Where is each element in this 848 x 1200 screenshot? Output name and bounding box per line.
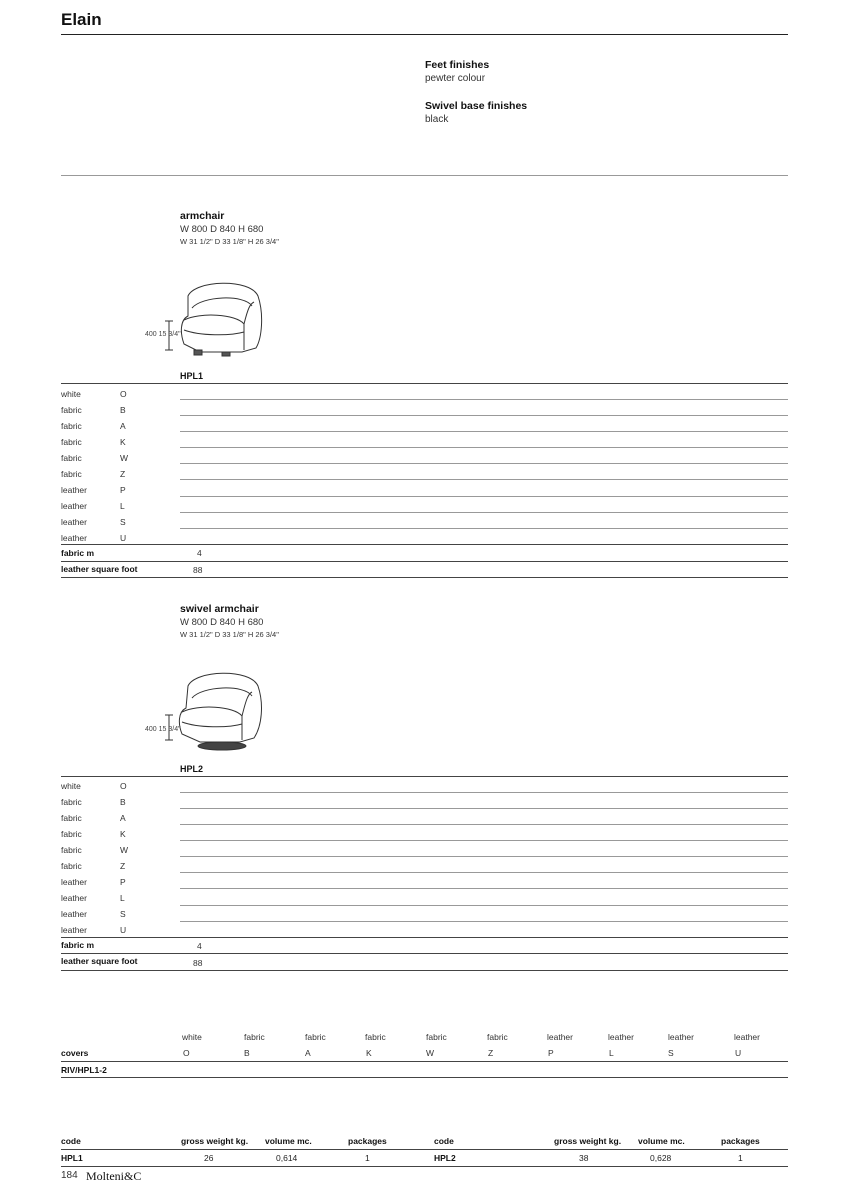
table-row-material: leather xyxy=(61,893,87,903)
leather-sqft-value: 88 xyxy=(193,958,203,968)
section-divider xyxy=(61,175,788,176)
page-number: 184 xyxy=(61,1170,78,1181)
covers-code: RIV/HPL1-2 xyxy=(61,1065,107,1075)
cover-col-material: fabric xyxy=(487,1032,508,1042)
table-row-material: leather xyxy=(61,909,87,919)
row-rule xyxy=(180,921,788,922)
table-row-material: leather xyxy=(61,501,87,511)
table-row-material: leather xyxy=(61,877,87,887)
table-row-material: fabric xyxy=(61,469,82,479)
product-dims-in: W 31 1/2" D 33 1/8" H 26 3/4" xyxy=(180,630,279,639)
row-rule xyxy=(180,840,788,841)
cover-col-material: fabric xyxy=(365,1032,386,1042)
pkg-head-code: code xyxy=(61,1136,81,1146)
cover-col-cat: S xyxy=(668,1048,674,1058)
row-rule xyxy=(180,824,788,825)
table-row-cat: U xyxy=(120,533,127,543)
table-row-material: white xyxy=(61,389,81,399)
table-row-material: fabric xyxy=(61,437,82,447)
pkg-code: HPL2 xyxy=(434,1153,456,1163)
cover-col-cat: U xyxy=(735,1048,742,1058)
table-row-cat: K xyxy=(120,437,126,447)
table-row-cat: O xyxy=(120,781,127,791)
row-rule xyxy=(61,937,788,938)
pkg-volume: 0,614 xyxy=(276,1153,298,1163)
cover-col-material: leather xyxy=(734,1032,760,1042)
row-rule xyxy=(180,888,788,889)
fabric-m-label: fabric m xyxy=(61,940,95,950)
row-rule xyxy=(180,512,788,513)
row-rule xyxy=(180,872,788,873)
cover-col-material: leather xyxy=(608,1032,634,1042)
fabric-m-value: 4 xyxy=(197,548,202,558)
row-rule xyxy=(180,528,788,529)
table-row-material: leather xyxy=(61,925,87,935)
table-top-rule xyxy=(61,383,788,384)
swivel-armchair-drawing xyxy=(140,672,270,754)
table-bottom-rule xyxy=(61,970,788,971)
table-row-material: fabric xyxy=(61,421,82,431)
table-row-cat: S xyxy=(120,909,126,919)
row-rule xyxy=(61,544,788,545)
table-row-cat: W xyxy=(120,453,129,463)
table-row-material: fabric xyxy=(61,829,82,839)
table-row-cat: W xyxy=(120,845,129,855)
cover-col-cat: Z xyxy=(488,1048,494,1058)
row-rule xyxy=(180,496,788,497)
pkg-head-packages: packages xyxy=(721,1136,760,1146)
pkg-head-weight: gross weight kg. xyxy=(181,1136,249,1146)
product-dims-in: W 31 1/2" D 33 1/8" H 26 3/4" xyxy=(180,237,279,246)
leather-sqft-label: leather square foot xyxy=(61,564,138,574)
covers-label: covers xyxy=(61,1048,89,1058)
table-row-cat: Z xyxy=(120,861,126,871)
product-code-hpl2: HPL2 xyxy=(180,764,204,774)
pkg-head-volume: volume mc. xyxy=(265,1136,312,1146)
product-dims-mm: W 800 D 840 H 680 xyxy=(180,617,264,628)
table-row-cat: A xyxy=(120,813,126,823)
cover-col-cat: A xyxy=(305,1048,311,1058)
page-title: Elain xyxy=(61,10,102,29)
cover-col-material: white xyxy=(182,1032,202,1042)
table-row-material: fabric xyxy=(61,797,82,807)
table-row-material: leather xyxy=(61,485,87,495)
table-row-cat: L xyxy=(120,893,125,903)
pkg-head-packages: packages xyxy=(348,1136,387,1146)
row-rule xyxy=(180,905,788,906)
row-rule xyxy=(61,561,788,562)
finish-label-feet: Feet finishes xyxy=(425,59,490,71)
table-row-cat: U xyxy=(120,925,127,935)
table-row-material: leather xyxy=(61,533,87,543)
cover-col-material: leather xyxy=(547,1032,573,1042)
pkg-weight: 26 xyxy=(204,1153,214,1163)
product-name-swivel-armchair: swivel armchair xyxy=(180,603,259,615)
seat-height-note: 400 15 3/4" xyxy=(145,331,181,338)
table-row-cat: P xyxy=(120,485,126,495)
cover-col-cat: K xyxy=(366,1048,372,1058)
pkg-head-weight: gross weight kg. xyxy=(554,1136,622,1146)
cover-col-material: leather xyxy=(668,1032,694,1042)
table-top-rule xyxy=(61,776,788,777)
table-row-material: fabric xyxy=(61,405,82,415)
table-row-cat: L xyxy=(120,501,125,511)
cover-col-cat: W xyxy=(426,1048,435,1058)
table-row-cat: P xyxy=(120,877,126,887)
row-rule xyxy=(180,479,788,480)
pkg-packages: 1 xyxy=(738,1153,743,1163)
row-rule xyxy=(180,463,788,464)
row-rule xyxy=(180,856,788,857)
table-row-cat: A xyxy=(120,421,126,431)
row-rule xyxy=(180,447,788,448)
covers-rule xyxy=(61,1061,788,1062)
product-code-hpl1: HPL1 xyxy=(180,371,204,381)
table-row-material: white xyxy=(61,781,81,791)
armchair-drawing xyxy=(140,278,270,360)
cover-col-cat: L xyxy=(609,1048,614,1058)
table-row-material: fabric xyxy=(61,861,82,871)
cover-col-material: fabric xyxy=(244,1032,265,1042)
title-rule xyxy=(61,34,788,35)
table-row-material: fabric xyxy=(61,813,82,823)
fabric-m-label: fabric m xyxy=(61,548,95,558)
cover-col-cat: B xyxy=(244,1048,250,1058)
finish-value-swivel: black xyxy=(425,114,449,125)
pkg-weight: 38 xyxy=(579,1153,589,1163)
covers-bottom-rule xyxy=(61,1077,788,1078)
leather-sqft-label: leather square foot xyxy=(61,956,138,966)
table-row-cat: B xyxy=(120,405,126,415)
row-rule xyxy=(61,953,788,954)
row-rule xyxy=(180,792,788,793)
table-bottom-rule xyxy=(61,577,788,578)
finish-label-swivel: Swivel base finishes xyxy=(425,100,528,112)
finish-value-feet: pewter colour xyxy=(425,73,486,84)
row-rule xyxy=(180,415,788,416)
pkg-head-code: code xyxy=(434,1136,454,1146)
table-row-cat: Z xyxy=(120,469,126,479)
pkg-rule xyxy=(61,1149,788,1150)
pkg-bottom-rule xyxy=(61,1166,788,1167)
table-row-cat: B xyxy=(120,797,126,807)
cover-col-cat: P xyxy=(548,1048,554,1058)
table-row-material: fabric xyxy=(61,845,82,855)
fabric-m-value: 4 xyxy=(197,941,202,951)
seat-height-note: 400 15 3/4" xyxy=(145,726,181,733)
table-row-cat: O xyxy=(120,389,127,399)
table-row-material: fabric xyxy=(61,453,82,463)
pkg-packages: 1 xyxy=(365,1153,370,1163)
row-rule xyxy=(180,431,788,432)
pkg-code: HPL1 xyxy=(61,1153,83,1163)
cover-col-cat: O xyxy=(183,1048,190,1058)
table-row-cat: S xyxy=(120,517,126,527)
cover-col-material: fabric xyxy=(305,1032,326,1042)
row-rule xyxy=(180,808,788,809)
table-row-cat: K xyxy=(120,829,126,839)
product-name-armchair: armchair xyxy=(180,210,225,222)
leather-sqft-value: 88 xyxy=(193,565,203,575)
pkg-volume: 0,628 xyxy=(650,1153,672,1163)
table-row-material: leather xyxy=(61,517,87,527)
row-rule xyxy=(180,399,788,400)
brand-logo: Molteni&C xyxy=(86,1169,142,1183)
product-dims-mm: W 800 D 840 H 680 xyxy=(180,224,264,235)
pkg-head-volume: volume mc. xyxy=(638,1136,685,1146)
cover-col-material: fabric xyxy=(426,1032,447,1042)
